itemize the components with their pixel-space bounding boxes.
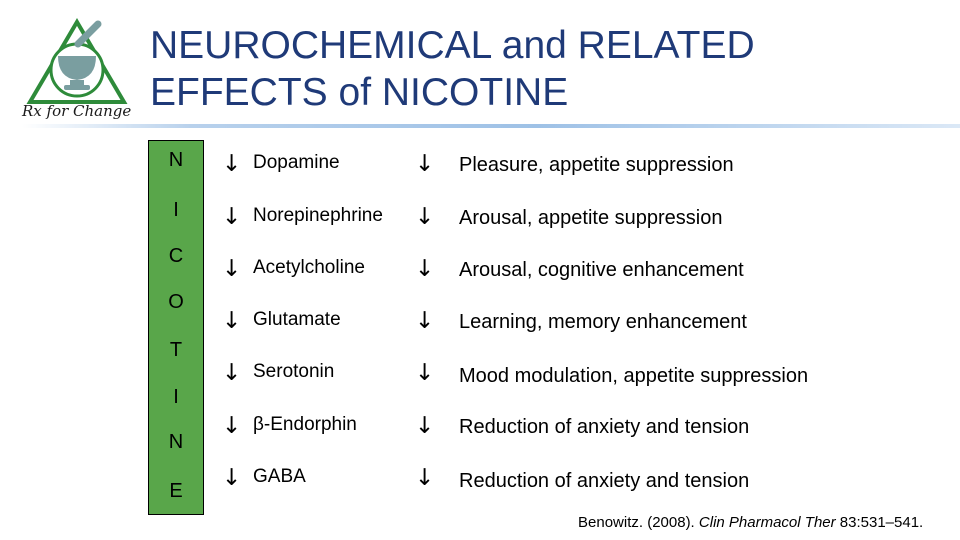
effect-text: Reduction of anxiety and tension	[459, 470, 750, 492]
effect-text: Learning, memory enhancement	[459, 311, 747, 333]
effect-row-beta-endorphin	[0, 414, 960, 448]
title-divider	[22, 124, 960, 128]
slide-title	[150, 22, 755, 116]
effect-text: Pleasure, appetite suppression	[459, 154, 734, 176]
down-arrow-icon: ↓	[222, 256, 242, 282]
effect-row-gaba	[0, 466, 960, 500]
down-arrow-icon: ↓	[222, 308, 242, 334]
effect-text: Mood modulation, appetite suppression	[459, 365, 809, 387]
neurochemical-name: Dopamine	[253, 152, 340, 173]
neurochemical-name: Acetylcholine	[253, 257, 365, 278]
neurochemical-name: Serotonin	[253, 361, 335, 382]
citation-volume: 83:531–541.	[835, 514, 924, 531]
neurochemical-name: β-Endorphin	[253, 414, 357, 435]
acronym-letter: I	[173, 199, 179, 221]
acronym-letter: N	[168, 431, 184, 453]
neurochemical-name: Glutamate	[253, 309, 341, 330]
svg-text:Rx for Change	[21, 102, 131, 120]
neurochemical-name: Norepinephrine	[253, 205, 383, 226]
down-arrow-icon: ↓	[415, 360, 435, 386]
down-arrow-icon: ↓	[415, 413, 435, 439]
down-arrow-icon: ↓	[222, 413, 242, 439]
acronym-letter: T	[169, 339, 183, 361]
acronym-letter: O	[168, 291, 184, 313]
neurochemical-name: GABA	[253, 466, 306, 487]
logo-text: Rx for Change	[22, 102, 132, 120]
effect-row-serotonin	[0, 361, 960, 395]
effect-text: Arousal, appetite suppression	[459, 207, 723, 229]
effect-row-norepinephrine	[0, 205, 960, 239]
effect-row-dopamine	[0, 152, 960, 186]
rx-for-change-logo	[18, 14, 136, 124]
effect-row-acetylcholine	[0, 257, 960, 291]
acronym-letter: C	[168, 245, 184, 267]
down-arrow-icon: ↓	[415, 308, 435, 334]
acronym-letter: N	[168, 149, 184, 171]
effect-text: Arousal, cognitive enhancement	[459, 259, 744, 281]
down-arrow-icon: ↓	[222, 151, 242, 177]
acronym-letter: I	[173, 386, 179, 408]
effect-row-glutamate	[0, 309, 960, 343]
acronym-letter: E	[169, 480, 183, 502]
title-line-2: EFFECTS of NICOTINE	[150, 71, 569, 114]
down-arrow-icon: ↓	[222, 204, 242, 230]
down-arrow-icon: ↓	[222, 465, 242, 491]
down-arrow-icon: ↓	[222, 360, 242, 386]
title-line-1: NEUROCHEMICAL and RELATED	[150, 24, 755, 67]
down-arrow-icon: ↓	[415, 256, 435, 282]
citation	[578, 514, 923, 531]
citation-journal: Clin Pharmacol Ther	[698, 514, 836, 531]
effect-text: Reduction of anxiety and tension	[459, 416, 750, 438]
down-arrow-icon: ↓	[415, 151, 435, 177]
down-arrow-icon: ↓	[415, 204, 435, 230]
down-arrow-icon: ↓	[415, 465, 435, 491]
citation-authors: Benowitz. (2008).	[578, 514, 699, 531]
mortar-pestle-icon	[18, 14, 136, 124]
